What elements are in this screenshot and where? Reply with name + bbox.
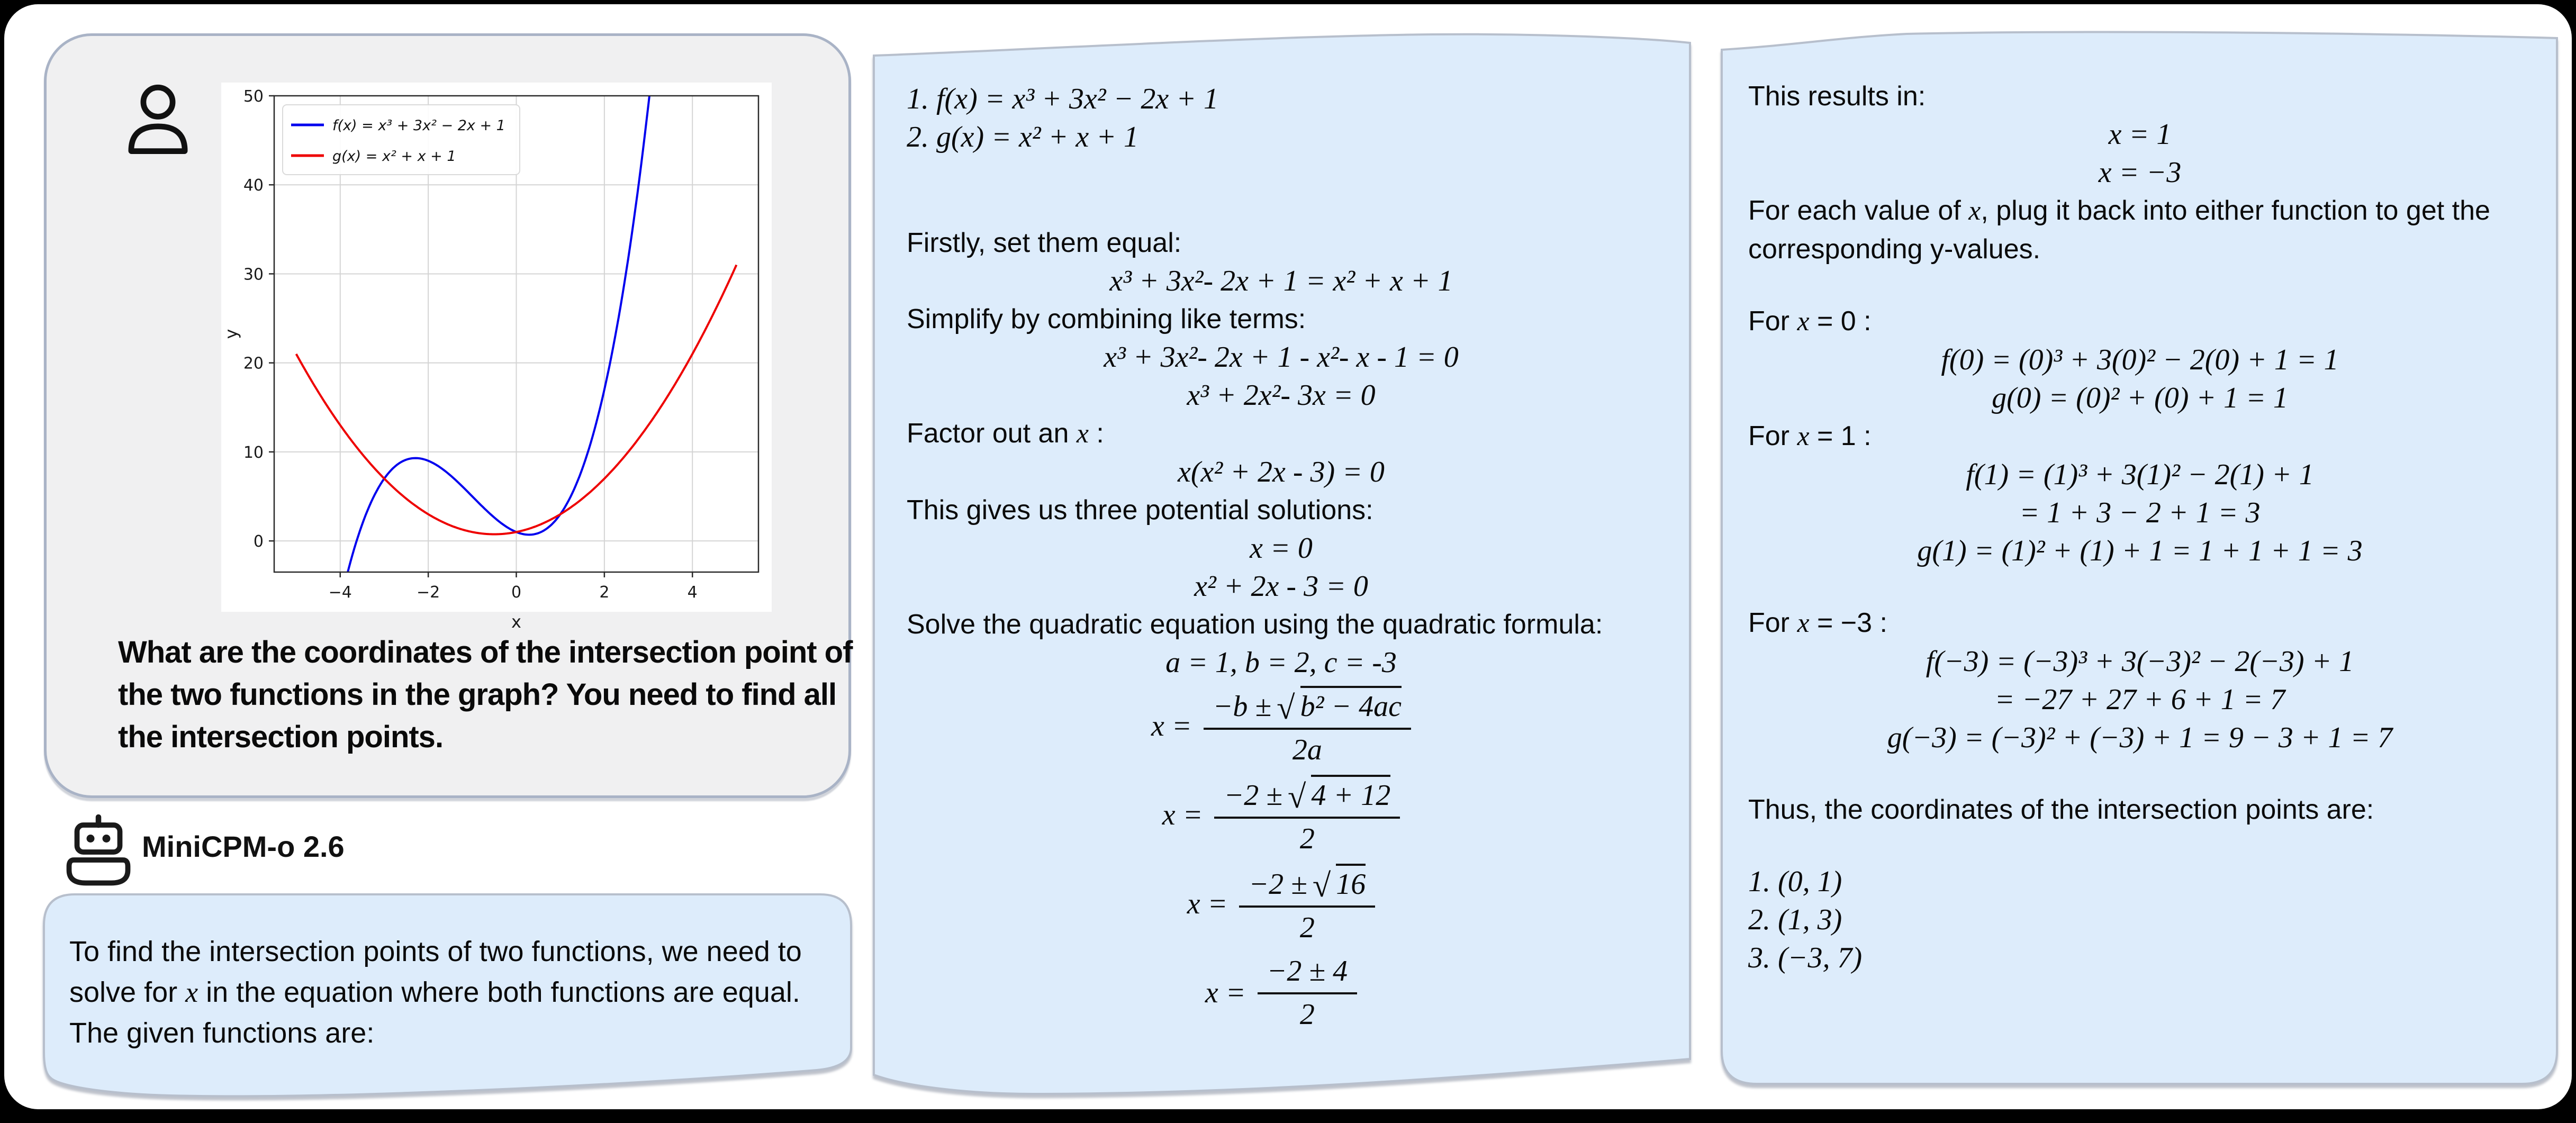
svg-text:2: 2 — [599, 583, 610, 602]
equation-line: = 1 + 3 − 2 + 1 = 3 — [2019, 496, 2261, 529]
equation-fraction — [907, 771, 1656, 859]
blank-line — [1748, 570, 2532, 604]
fraction-lhs: x = — [1162, 799, 1203, 831]
panel3-content — [1748, 77, 2532, 977]
model-row — [57, 806, 851, 891]
legend — [283, 105, 520, 175]
response-panel-3 — [1722, 31, 2557, 1089]
user-message-panel — [44, 33, 851, 798]
fraction-denominator: 2 — [1299, 998, 1315, 1031]
x-axis-label: x — [511, 612, 521, 632]
text-line: For x = −3 : — [1748, 608, 1887, 638]
equation-line: 2. (1, 3) — [1748, 903, 1842, 936]
fraction-numerator: −b ± √ b² − 4ac — [1204, 686, 1411, 730]
blank-line — [1748, 757, 2532, 791]
blank-line — [907, 156, 1656, 190]
equation-line: 1. (0, 1) — [1748, 865, 1842, 898]
fraction-lhs: x = — [1205, 976, 1246, 1009]
fraction-lhs: x = — [1151, 710, 1192, 742]
equation-fraction — [907, 859, 1656, 948]
equation-line: x(x² + 2x - 3) = 0 — [1178, 456, 1385, 488]
response-panel-2 — [874, 33, 1690, 1096]
equation-line: = −27 + 27 + 6 + 1 = 7 — [1994, 683, 2285, 716]
svg-text:4: 4 — [687, 583, 698, 602]
blank-line — [1748, 829, 2532, 863]
fraction-denominator: 2 — [1299, 822, 1315, 855]
blank-line — [907, 190, 1656, 224]
svg-text:0: 0 — [511, 583, 522, 602]
equation-line: 1. f(x) = x³ + 3x² − 2x + 1 — [907, 83, 1219, 115]
fraction-lhs: x = — [1187, 887, 1228, 920]
svg-text:−2: −2 — [417, 583, 440, 602]
svg-text:40: 40 — [243, 176, 264, 195]
fraction-denominator: 2a — [1292, 733, 1322, 766]
text-line: Simplify by combining like terms: — [907, 304, 1306, 334]
svg-text:−4: −4 — [328, 583, 352, 602]
svg-text:50: 50 — [243, 87, 264, 106]
equation-fraction — [907, 682, 1656, 771]
text-line: This results in: — [1748, 81, 1926, 112]
svg-text:10: 10 — [243, 443, 264, 462]
panel2-content — [907, 80, 1656, 1037]
equation-line: x = 0 — [1250, 532, 1313, 565]
equation-line: x³ + 2x²- 3x = 0 — [1187, 379, 1376, 412]
svg-text:20: 20 — [243, 354, 264, 373]
radical-icon: √ — [1287, 777, 1306, 815]
equation-line: g(−3) = (−3)² + (−3) + 1 = 9 − 3 + 1 = 7 — [1887, 721, 2393, 754]
fraction — [1258, 954, 1358, 1031]
response-bubble-1 — [44, 894, 851, 1103]
fraction-denominator: 2 — [1299, 911, 1315, 944]
svg-text:30: 30 — [243, 265, 264, 284]
equation-fraction — [907, 948, 1656, 1037]
text-line: Factor out an x : — [907, 418, 1104, 449]
fraction-numerator: −2 ± 4 — [1258, 954, 1358, 994]
legend-label-0: f(x) = x³ + 3x² − 2x + 1 — [332, 117, 505, 134]
fraction-numerator: −2 ± √ 16 — [1239, 864, 1375, 908]
equation-line: x³ + 3x²- 2x + 1 = x² + x + 1 — [1109, 265, 1453, 297]
canvas-surface — [4, 4, 2572, 1109]
user-icon — [125, 83, 191, 157]
equation-line: f(0) = (0)³ + 3(0)² − 2(0) + 1 = 1 — [1941, 343, 2339, 376]
text-line: This gives us three potential solutions: — [907, 495, 1373, 526]
legend-label-1: g(x) = x² + x + 1 — [332, 148, 456, 165]
equation-line: x² + 2x - 3 = 0 — [1194, 570, 1368, 603]
user-question: What are the coordinates of the intersection point of the two functions in the graph? You need to find all the intersection points. — [118, 635, 853, 754]
function-plot — [221, 83, 772, 632]
equation-line: f(1) = (1)³ + 3(1)² − 2(1) + 1 — [1966, 458, 2314, 491]
svg-text:0: 0 — [253, 532, 264, 551]
text-line: Firstly, set them equal: — [907, 228, 1182, 258]
text-line: For x = 1 : — [1748, 421, 1872, 451]
equation-line: 2. g(x) = x² + x + 1 — [907, 121, 1139, 153]
equation-line: f(−3) = (−3)³ + 3(−3)² − 2(−3) + 1 — [1926, 645, 2354, 678]
text-line: Thus, the coordinates of the intersection points are: — [1748, 794, 2374, 825]
radical-icon: √ — [1277, 689, 1295, 726]
equation-line: 3. (−3, 7) — [1748, 941, 1863, 974]
robot-icon — [67, 816, 130, 888]
blank-line — [1748, 268, 2532, 302]
text-line: For each value of x, plug it back into either function to get the corresponding y-values. — [1748, 195, 2490, 265]
equation-line: g(1) = (1)² + (1) + 1 = 1 + 1 + 1 = 3 — [1917, 535, 2363, 567]
equation-line: x³ + 3x²- 2x + 1 - x²- x - 1 = 0 — [1104, 341, 1459, 374]
chart-svg — [221, 83, 772, 632]
bubble1-text: To find the intersection points of two functions, we need to solve for x in the equation where both functions are equal. The given functions are: — [69, 936, 802, 1049]
text-line: Solve the quadratic equation using the quadratic formula: — [907, 609, 1603, 640]
y-axis-label: y — [221, 329, 241, 339]
equation-line: x = 1 — [2108, 118, 2172, 151]
equation-line: g(0) = (0)² + (0) + 1 = 1 — [1992, 382, 2288, 414]
fraction — [1214, 775, 1400, 856]
text-line: For x = 0 : — [1748, 306, 1872, 337]
equation-line: x = −3 — [2098, 156, 2182, 189]
equation-line: a = 1, b = 2, c = -3 — [1165, 646, 1397, 679]
model-name-label: MiniCPM-o 2.6 — [142, 830, 345, 863]
fraction — [1239, 864, 1375, 945]
fraction-numerator: −2 ± √ 4 + 12 — [1214, 775, 1400, 819]
fraction — [1204, 686, 1411, 767]
radical-icon: √ — [1312, 866, 1331, 904]
